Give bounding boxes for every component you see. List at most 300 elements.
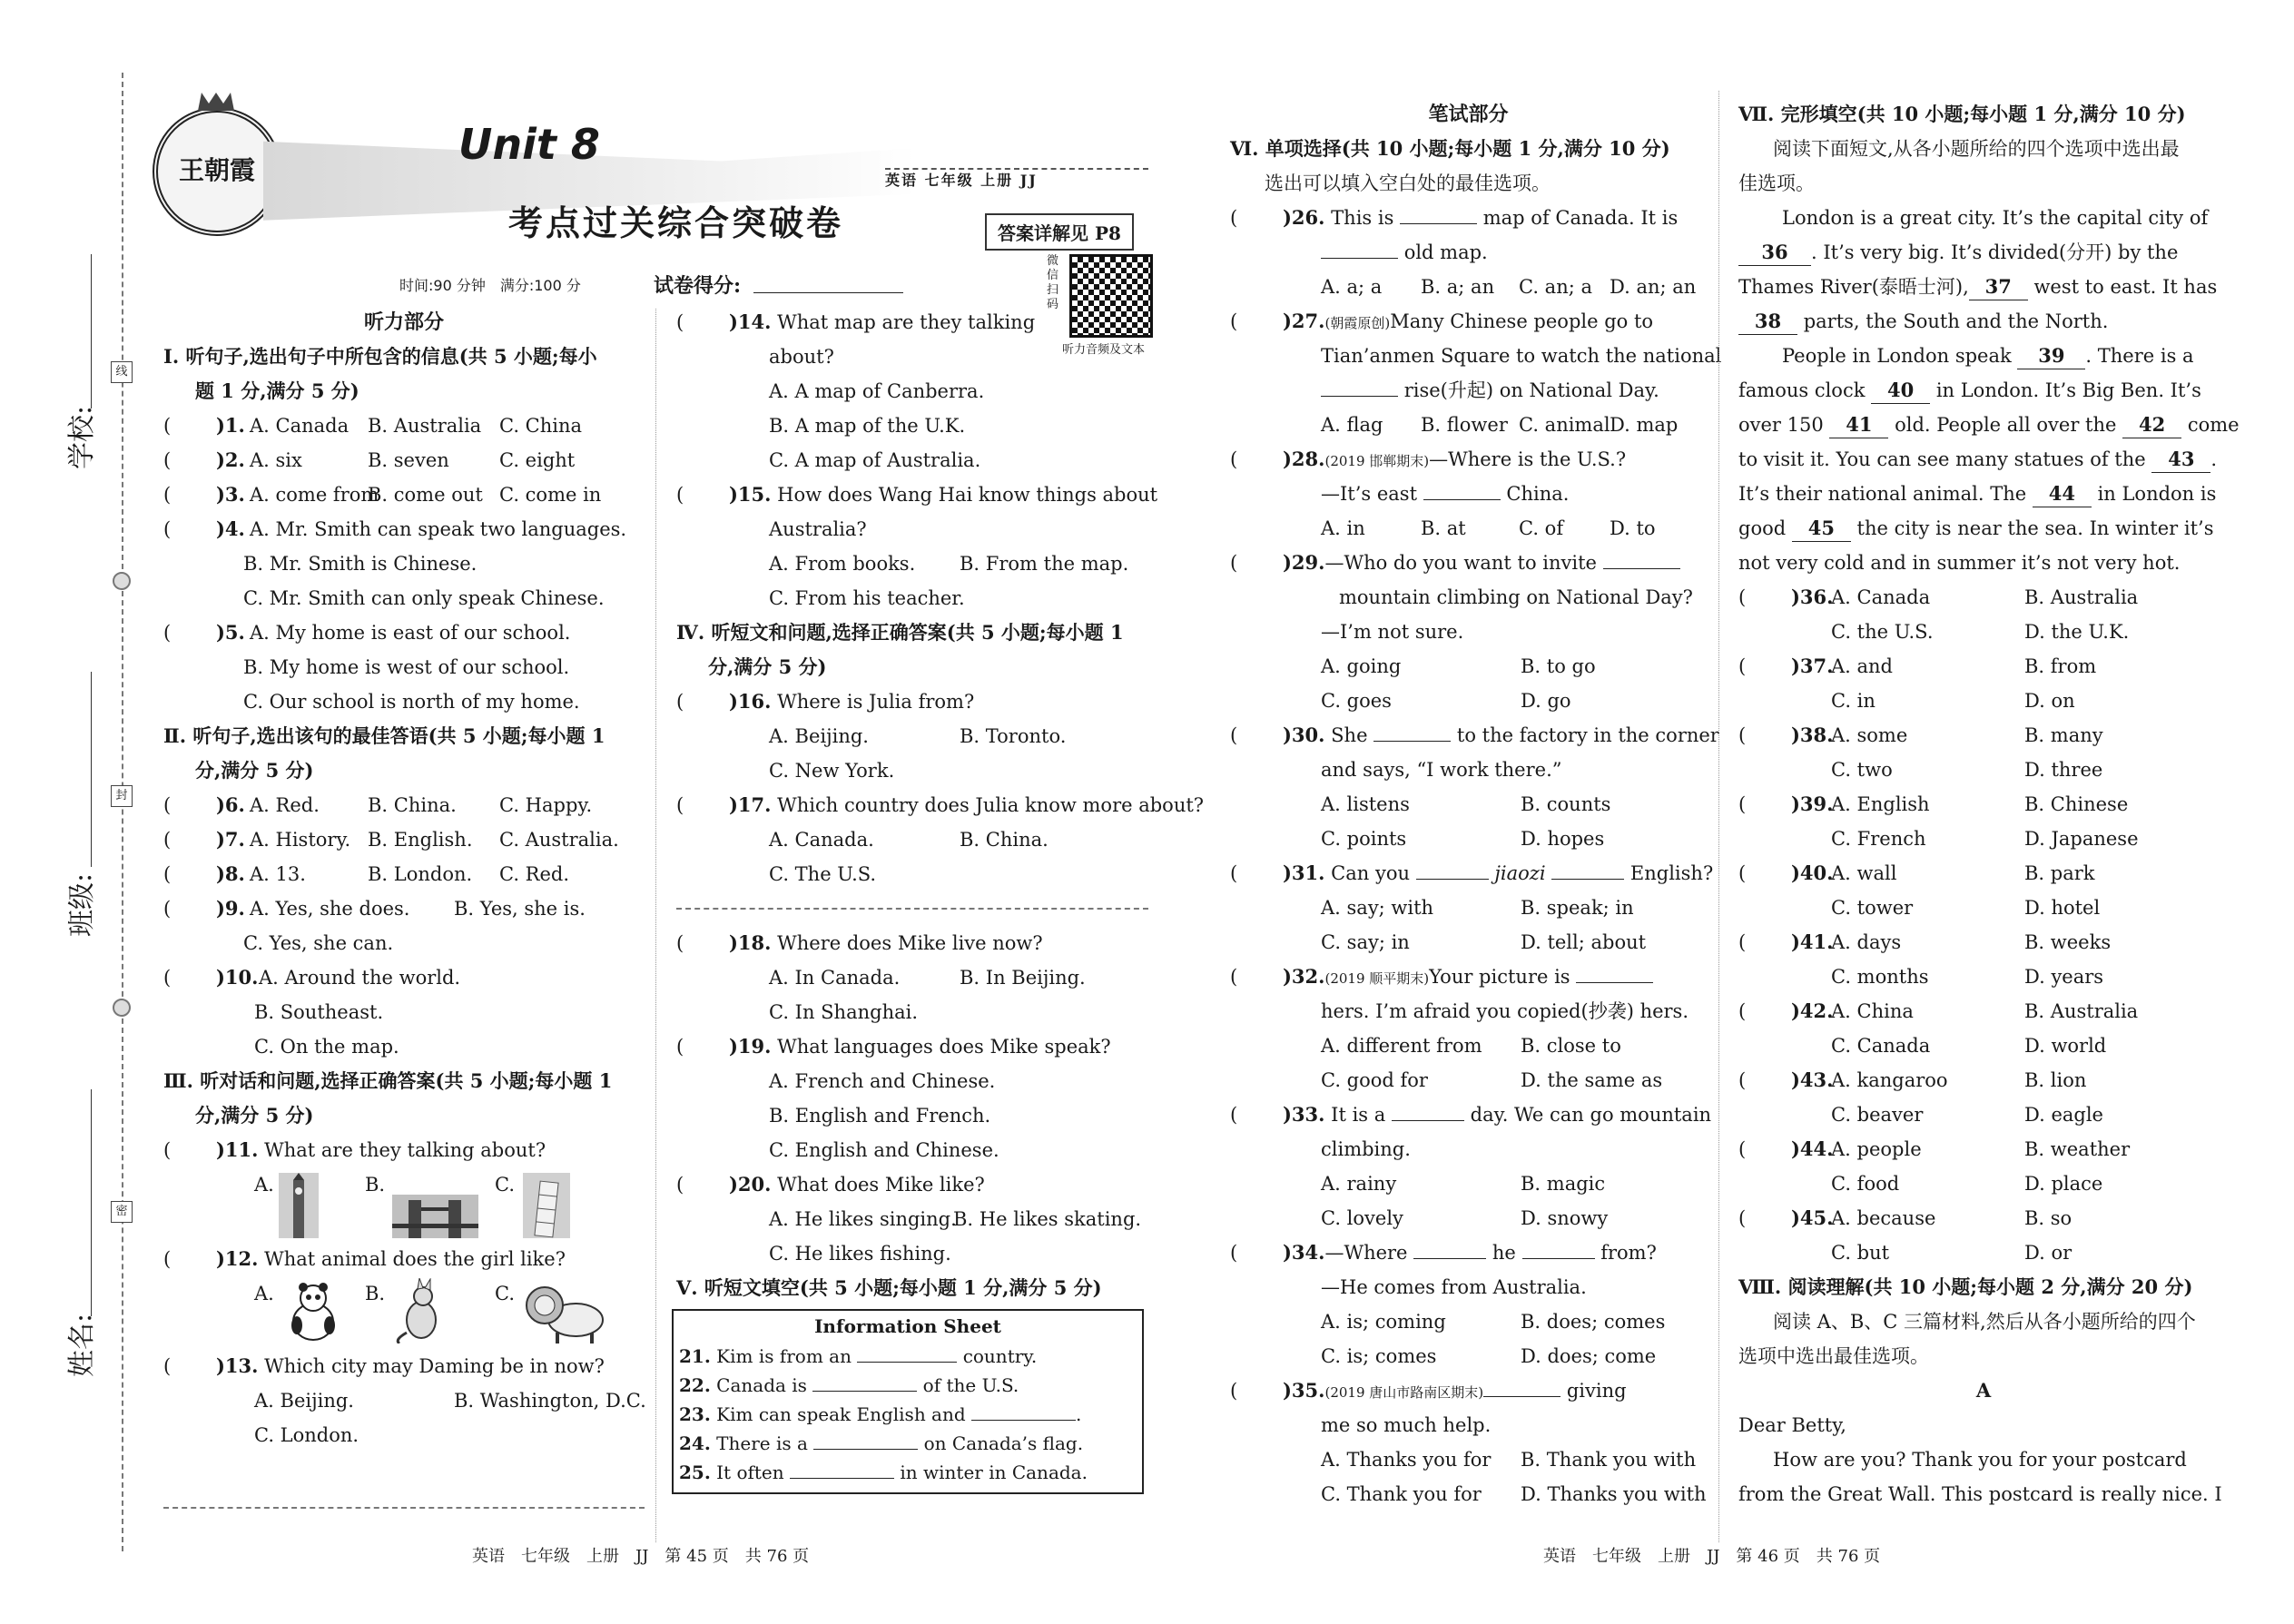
q35-option-d[interactable]: D. Thanks you with — [1521, 1483, 1707, 1505]
info-row-25: 25. It often in winter in Canada. — [679, 1462, 1088, 1483]
q32-blank[interactable] — [1576, 982, 1653, 983]
q40-option-d[interactable]: D. hotel — [2024, 897, 2101, 919]
column-divider — [1718, 91, 1719, 1542]
question-16: ( )16. Where is Julia from? — [676, 690, 975, 713]
cloze-blank-36[interactable]: 36 — [1738, 240, 1811, 266]
q33-option-b[interactable]: B. magic — [1521, 1173, 1606, 1195]
q41-option-d[interactable]: D. years — [2024, 966, 2104, 988]
question-35: ( )35.(2019 唐山市路南区期末) giving — [1230, 1379, 1627, 1402]
q16-text: Where is Julia from? — [777, 691, 975, 713]
q19-option-b[interactable]: B. English and French. — [769, 1105, 991, 1127]
q34-blank-1[interactable] — [1413, 1258, 1486, 1259]
q20-text: What does Mike like? — [777, 1174, 985, 1196]
q26-blank-1[interactable] — [1400, 223, 1477, 224]
q1-option-a[interactable]: A. Canada — [250, 415, 350, 437]
q28-option-b[interactable]: B. at — [1421, 517, 1466, 539]
q39-option-b[interactable]: B. Chinese — [2024, 793, 2129, 815]
question-38: ( )38. A. some B. many — [1738, 718, 2229, 753]
blank-25[interactable] — [790, 1478, 894, 1479]
question-3: ( )3. A. come from B. come out C. come in — [163, 477, 645, 512]
question-19: ( )19. What languages does Mike speak? — [676, 1035, 1111, 1058]
q40-option-b[interactable]: B. park — [2024, 862, 2095, 884]
q1-option-c[interactable]: C. China — [499, 415, 583, 437]
q44-option-a[interactable]: A. people — [1831, 1138, 1922, 1160]
q3-number: )3. — [216, 483, 245, 506]
q26-number: )26. — [1283, 206, 1325, 229]
q10-option-c[interactable]: C. On the map. — [254, 1036, 399, 1058]
section-2-heading-cont: 分,满分 5 分) — [195, 759, 314, 782]
question-20: ( )20. What does Mike like? — [676, 1173, 985, 1196]
leaning-tower-photo-icon[interactable] — [523, 1173, 570, 1238]
q1-number: )1. — [216, 414, 245, 437]
blank-22[interactable] — [812, 1391, 917, 1392]
q17-number: )17. — [729, 793, 772, 816]
section-1-heading-cont: 题 1 分,满分 5 分) — [195, 379, 359, 402]
passage-a-line: How are you? Thank you for your postcard — [1773, 1449, 2187, 1471]
q11-text: What are they talking about? — [264, 1139, 546, 1161]
info-row-23: 23. Kim can speak English and . — [679, 1403, 1082, 1425]
q6-option-b[interactable]: B. China. — [368, 794, 457, 816]
q4-option-a[interactable]: A. Mr. Smith can speak two languages. — [250, 518, 627, 540]
q26-option-b[interactable]: B. a; an — [1421, 276, 1495, 298]
logo-seal — [153, 107, 281, 236]
q26-option-a[interactable]: A. a; a — [1321, 276, 1383, 298]
q33-option-d[interactable]: D. snowy — [1521, 1207, 1609, 1229]
q36-option-a[interactable]: A. Canada — [1831, 586, 1931, 608]
page-footer-right: 英语 七年级 上册 JJ 第 46 页 共 76 页 — [1543, 1547, 1881, 1566]
q15-option-b[interactable]: B. From the map. — [960, 553, 1129, 575]
cloze-blank-41[interactable]: 41 — [1829, 412, 1888, 438]
q8-option-c[interactable]: C. Red. — [499, 863, 570, 885]
q39-number: )39. — [1791, 792, 1834, 815]
qr-side-caption: 微信扫码 — [1047, 254, 1059, 311]
q7-option-c[interactable]: C. Australia. — [499, 829, 619, 851]
q36-option-b[interactable]: B. Australia — [2024, 586, 2139, 608]
q29-option-a[interactable]: A. going — [1321, 655, 1402, 677]
q3-option-c[interactable]: C. come in — [499, 484, 602, 506]
q5-number: )5. — [216, 621, 245, 644]
q29-option-b[interactable]: B. to go — [1521, 655, 1596, 677]
q43-option-b[interactable]: B. lion — [2024, 1069, 2087, 1091]
q30-blank[interactable] — [1373, 741, 1451, 742]
q41-option-c[interactable]: C. months — [1831, 966, 1929, 988]
q34-option-c[interactable]: C. is; comes — [1321, 1345, 1437, 1367]
q8-option-b[interactable]: B. London. — [368, 863, 473, 885]
question-45: ( )45. A. because B. so — [1738, 1201, 2229, 1235]
q26-options — [1230, 270, 1707, 304]
q26-option-d[interactable]: D. an; an — [1610, 276, 1697, 298]
q5-option-c[interactable]: C. Our school is north of my home. — [243, 691, 580, 713]
score-label: 试卷得分: — [654, 274, 742, 298]
q20-option-c[interactable]: C. He likes fishing. — [769, 1243, 951, 1265]
question-5: ( )5. A. My home is east of our school. — [163, 615, 645, 650]
q31-option-c[interactable]: C. say; in — [1321, 931, 1410, 953]
q8-option-a[interactable]: A. 13. — [250, 863, 306, 885]
question-33: ( )33. It is a day. We can go mountain — [1230, 1103, 1712, 1126]
q20-option-a[interactable]: A. He likes singing. — [769, 1208, 957, 1230]
q15-option-a[interactable]: A. From books. — [769, 553, 916, 575]
cloze-line: not very cold and in summer it’s not very hot. — [1738, 552, 2181, 574]
listening-column-1 — [163, 305, 645, 1452]
q15-number: )15. — [729, 483, 772, 506]
q42-option-a[interactable]: A. China — [1831, 1000, 1914, 1022]
q27-option-a[interactable]: A. flag — [1321, 414, 1383, 436]
q45-option-a[interactable]: A. because — [1831, 1207, 1936, 1229]
section-8-heading: Ⅷ. 阅读理解(共 10 小题;每小题 2 分,满分 20 分) — [1738, 1275, 2193, 1298]
cloze-blank-42[interactable]: 42 — [2122, 412, 2181, 438]
question-31: ( )31. Can you jiaozi English? — [1230, 861, 1714, 884]
name-field[interactable] — [91, 1089, 92, 1316]
q9-option-c[interactable]: C. Yes, she can. — [243, 932, 394, 954]
q30-option-a[interactable]: A. listens — [1321, 793, 1410, 815]
q43-option-a[interactable]: A. kangaroo — [1831, 1069, 1948, 1091]
q36-option-c[interactable]: C. the U.S. — [1831, 621, 1934, 643]
question-9: ( )9. A. Yes, she does. B. Yes, she is. — [163, 891, 645, 926]
crown-icon — [198, 93, 234, 111]
unit-title: Unit 8 — [458, 120, 600, 169]
binding-hole-icon — [113, 999, 131, 1017]
question-7: ( )7. A. History. B. English. C. Australia. — [163, 822, 645, 857]
question-12: ( )12. What animal does the girl like? — [163, 1247, 566, 1270]
q35-option-a[interactable]: A. Thanks you for — [1321, 1449, 1492, 1471]
q28-option-a[interactable]: A. in — [1321, 517, 1365, 539]
column-end-divider — [163, 1507, 645, 1509]
section-5-heading: Ⅴ. 听短文填空(共 5 小题;每小题 1 分,满分 5 分) — [676, 1276, 1102, 1299]
logo-text: 王朝霞 — [178, 155, 255, 185]
q16-option-c[interactable]: C. New York. — [769, 760, 895, 782]
cloze-blank-44[interactable]: 44 — [2033, 481, 2092, 507]
q2-option-b[interactable]: B. seven — [368, 449, 449, 471]
q33-blank[interactable] — [1392, 1120, 1464, 1121]
q40-option-c[interactable]: C. tower — [1831, 897, 1914, 919]
q12-option-a[interactable]: A. — [254, 1283, 274, 1304]
q12-text: What animal does the girl like? — [264, 1248, 566, 1270]
q35-source: (2019 唐山市路南区期末) — [1324, 1384, 1484, 1401]
q3-option-a[interactable]: A. come from — [250, 484, 379, 506]
question-37: ( )37. A. and B. from — [1738, 649, 2229, 684]
q16-option-a[interactable]: A. Beijing. — [769, 725, 869, 747]
q42-option-c[interactable]: C. Canada — [1831, 1035, 1931, 1057]
question-44: ( )44. A. people B. weather — [1738, 1132, 2229, 1166]
q31-option-a[interactable]: A. say; with — [1321, 897, 1434, 919]
lion-icon[interactable] — [519, 1276, 610, 1345]
q31-blank-2[interactable] — [1551, 879, 1624, 880]
q2-option-c[interactable]: C. eight — [499, 449, 576, 471]
listening-column-2 — [676, 305, 1205, 1305]
q14-option-c[interactable]: C. A map of Australia. — [769, 449, 981, 471]
q32-number: )32. — [1283, 965, 1325, 988]
written-column-1: 笔试部分 Ⅵ. 单项选择(共 10 小题;每小题 1 分,满分 10 分) 选出可以填入空白处的最佳选项。 ( )26. This is map of Canada. It is old map. A. a; a B. a; an C. an; a D. an; an ( )27.(朝霞原创)Many Chinese people go to Tian’anmen Square to watch the national rise(升起) on National Day. A. flag B. flower C. animal D. map ( )28.(2019 邯郸期末)—Where is the U.S.? —It’s east China. A. in B. at C. of D. to ( )29.—Who do you want to invite mountain climbing on National Day? —I’m not sure. A. going B. to go C. goes D. go ( )30. She to the factory in the corner and says, “I work there.” A. listens B. counts C. points D. hopes ( )31. Can you jiaozi English? A. say; with B. speak; in C. say; in D. tell; about ( )32.(2019 顺平期末)Your picture is hers. I’m afraid you copied(抄袭) hers. A. different from B. close to C. good for D. the same as ( )33. It is a day. We can go mountain climbing. A. rainy B. magic C. lovely D. snowy ( )34.—Where he from? —He comes from Australia. A. is; coming B. does; comes C. is; comes D. does; come ( )35.(2019 唐山市路南区期末) giving me so much help. A. Thanks you for B. Thank you with C. Thank you for D. Thanks you with — [1230, 97, 1707, 1511]
q43-option-d[interactable]: D. eagle — [2024, 1104, 2103, 1126]
q14-text: What map are they talking — [777, 311, 1036, 333]
q38-option-b[interactable]: B. many — [2024, 724, 2103, 746]
q14-option-b[interactable]: B. A map of the U.K. — [769, 415, 966, 437]
q38-number: )38. — [1791, 723, 1834, 746]
q41-number: )41. — [1791, 930, 1834, 953]
section-4-heading-cont: 分,满分 5 分) — [708, 655, 827, 678]
tower-bridge-photo-icon[interactable] — [392, 1195, 478, 1238]
q2-option-a[interactable]: A. six — [250, 449, 302, 471]
question-34: ( )34.—Where he from? — [1230, 1241, 1657, 1264]
school-field[interactable] — [91, 254, 92, 408]
q27-option-c[interactable]: C. animal — [1519, 414, 1610, 436]
question-14: ( )14. What map are they talking — [676, 310, 1036, 333]
q41-option-a[interactable]: A. days — [1831, 931, 1902, 953]
q2-number: )2. — [216, 448, 245, 471]
q26-blank-2[interactable] — [1321, 258, 1398, 259]
section-8-instructions: 阅读 A、B、C 三篇材料,然后从各小题所给的四个 — [1773, 1311, 2196, 1333]
q27-option-d[interactable]: D. map — [1610, 414, 1679, 436]
q28-source: (2019 邯郸期末) — [1324, 453, 1430, 469]
q11-option-b[interactable]: B. — [365, 1174, 386, 1196]
question-27: ( )27.(朝霞原创)Many Chinese people go to — [1230, 310, 1654, 332]
info-row-22: 22. Canada is of the U.S. — [679, 1374, 1019, 1396]
clock-tower-photo-icon[interactable] — [279, 1173, 319, 1238]
q10-option-a[interactable]: A. Around the world. — [259, 967, 461, 989]
q18-text: Where does Mike live now? — [777, 932, 1043, 954]
q16-option-b[interactable]: B. Toronto. — [960, 725, 1067, 747]
cloze-blank-45[interactable]: 45 — [1792, 516, 1851, 542]
q34-option-b[interactable]: B. does; comes — [1521, 1311, 1666, 1333]
q32-option-a[interactable]: A. different from — [1321, 1035, 1482, 1057]
cloze-line: London is a great city. It’s the capital city of — [1782, 207, 2209, 229]
cloze-blank-37[interactable]: 37 — [1969, 274, 2028, 300]
q7-option-b[interactable]: B. English. — [368, 829, 473, 851]
q9-option-a[interactable]: A. Yes, she does. — [250, 898, 410, 920]
q6-number: )6. — [216, 793, 245, 816]
q44-number: )44. — [1791, 1137, 1834, 1160]
q19-text: What languages does Mike speak? — [777, 1036, 1111, 1058]
q31-blank-1[interactable] — [1416, 879, 1489, 880]
section-3-heading: Ⅲ. 听对话和问题,选择正确答案(共 5 小题;每小题 1 — [163, 1069, 613, 1092]
q14-number: )14. — [729, 310, 772, 333]
blank-24[interactable] — [813, 1449, 918, 1450]
q15-text: How does Wang Hai know things about — [777, 484, 1158, 506]
q27-number: )27. — [1283, 310, 1325, 332]
q14-option-a[interactable]: A. A map of Canberra. — [769, 380, 985, 402]
q18-option-c[interactable]: C. In Shanghai. — [769, 1001, 919, 1023]
q33-option-c[interactable]: C. lovely — [1321, 1207, 1403, 1229]
q19-number: )19. — [729, 1035, 772, 1058]
question-32: ( )32.(2019 顺平期末)Your picture is — [1230, 960, 1707, 994]
q19-option-c[interactable]: C. English and Chinese. — [769, 1139, 999, 1161]
section-3-heading-cont: 分,满分 5 分) — [195, 1104, 314, 1127]
q10-option-b[interactable]: B. Southeast. — [254, 1001, 384, 1023]
question-4: ( )4. A. Mr. Smith can speak two languages. — [163, 512, 645, 546]
q31-option-d[interactable]: D. tell; about — [1521, 931, 1647, 953]
q42-option-b[interactable]: B. Australia — [2024, 1000, 2139, 1022]
q13-option-b[interactable]: B. Washington, D.C. — [454, 1390, 646, 1412]
name-label: 姓名: — [66, 1313, 98, 1377]
question-41: ( )41. A. days B. weeks — [1738, 925, 2229, 960]
cut-mark-mi: 密 — [111, 1201, 133, 1223]
information-sheet — [672, 1309, 1144, 1494]
section-8-instructions-cont: 选项中选出最佳选项。 — [1738, 1345, 1929, 1367]
q17-option-a[interactable]: A. Canada. — [769, 829, 874, 851]
q45-option-b[interactable]: B. so — [2024, 1207, 2072, 1229]
q4-option-c[interactable]: C. Mr. Smith can only speak Chinese. — [243, 587, 605, 609]
q35-number: )35. — [1283, 1379, 1325, 1402]
q37-option-c[interactable]: C. in — [1831, 690, 1876, 712]
q39-option-c[interactable]: C. French — [1831, 828, 1926, 850]
info-sheet-title: Information Sheet — [814, 1315, 1001, 1337]
q29-blank[interactable] — [1603, 568, 1680, 569]
q35-blank[interactable] — [1483, 1396, 1561, 1397]
kangaroo-icon[interactable] — [390, 1278, 454, 1343]
section-2-heading: Ⅱ. 听句子,选出该句的最佳答语(共 5 小题;每小题 1 — [163, 724, 605, 747]
q4-option-b[interactable]: B. Mr. Smith is Chinese. — [243, 553, 478, 575]
q36-option-d[interactable]: D. the U.K. — [2024, 621, 2130, 643]
section-1-heading: Ⅰ. 听句子,选出句子中所包含的信息(共 5 小题;每小 — [163, 345, 597, 368]
q44-option-d[interactable]: D. place — [2024, 1173, 2103, 1195]
passage-divider — [676, 908, 1148, 910]
q38-option-c[interactable]: C. two — [1831, 759, 1893, 781]
q30-number: )30. — [1283, 723, 1325, 746]
q41-option-b[interactable]: B. weeks — [2024, 931, 2112, 953]
section-6-heading: Ⅵ. 单项选择(共 10 小题;每小题 1 分,满分 10 分) — [1230, 137, 1670, 160]
question-40: ( )40. A. wall B. park — [1738, 856, 2229, 891]
q32-source: (2019 顺平期末) — [1324, 970, 1430, 987]
q36-number: )36. — [1791, 586, 1834, 608]
q5-option-a[interactable]: A. My home is east of our school. — [250, 622, 571, 644]
q32-option-d[interactable]: D. the same as — [1521, 1069, 1663, 1091]
q15-option-c[interactable]: C. From his teacher. — [769, 587, 965, 609]
q13-option-a[interactable]: A. Beijing. — [254, 1390, 354, 1412]
blank-23[interactable] — [971, 1420, 1076, 1421]
question-26: ( )26. This is map of Canada. It is — [1230, 206, 1679, 229]
q35-option-c[interactable]: C. Thank you for — [1321, 1483, 1482, 1505]
q45-number: )45. — [1791, 1206, 1834, 1229]
q39-option-a[interactable]: A. English — [1831, 793, 1930, 815]
q11-option-a[interactable]: A. — [254, 1174, 274, 1196]
passage-a-label: A — [1975, 1379, 1992, 1402]
passage-a-greeting: Dear Betty, — [1738, 1414, 1846, 1436]
q11-option-c[interactable]: C. — [495, 1174, 515, 1196]
q17-option-c[interactable]: C. The U.S. — [769, 863, 877, 885]
q18-option-a[interactable]: A. In Canada. — [769, 967, 901, 989]
q45-option-c[interactable]: C. but — [1831, 1242, 1890, 1264]
q34-number: )34. — [1283, 1241, 1325, 1264]
q37-option-a[interactable]: A. and — [1831, 655, 1894, 677]
question-8: ( )8. A. 13. B. London. C. Red. — [163, 857, 645, 891]
q29-option-c[interactable]: C. goes — [1321, 690, 1392, 712]
q44-option-b[interactable]: B. weather — [2024, 1138, 2131, 1160]
answer-reference: 答案详解见 P8 — [985, 213, 1134, 251]
q7-number: )7. — [216, 828, 245, 851]
q28-option-c[interactable]: C. of — [1519, 517, 1564, 539]
q32-option-b[interactable]: B. close to — [1521, 1035, 1621, 1057]
q31-number: )31. — [1283, 861, 1325, 884]
question-39: ( )39. A. English B. Chinese — [1738, 787, 2229, 822]
question-36: ( )36. A. Canada B. Australia — [1738, 580, 2229, 615]
class-field[interactable] — [91, 672, 92, 867]
q8-number: )8. — [216, 862, 245, 885]
q38-option-a[interactable]: A. some — [1831, 724, 1908, 746]
q43-number: )43. — [1791, 1068, 1834, 1091]
panda-icon[interactable] — [277, 1278, 350, 1343]
cloze-blank-43[interactable]: 43 — [2151, 447, 2210, 473]
q29-number: )29. — [1283, 551, 1325, 574]
q16-number: )16. — [729, 690, 772, 713]
q34-option-a[interactable]: A. is; coming — [1321, 1311, 1446, 1333]
question-30: ( )30. She to the factory in the corner — [1230, 723, 1719, 746]
q7-option-a[interactable]: A. History. — [250, 829, 351, 851]
q37-option-d[interactable]: D. on — [2024, 690, 2075, 712]
q17-option-b[interactable]: B. China. — [960, 829, 1049, 851]
score-field[interactable] — [753, 292, 903, 293]
q18-number: )18. — [729, 931, 772, 954]
q43-option-c[interactable]: C. beaver — [1831, 1104, 1924, 1126]
blank-21[interactable] — [857, 1362, 957, 1363]
q3-option-b[interactable]: B. come out — [368, 484, 483, 506]
q33-option-a[interactable]: A. rainy — [1321, 1173, 1397, 1195]
q6-option-a[interactable]: A. Red. — [250, 794, 320, 816]
q27-blank[interactable] — [1321, 396, 1398, 397]
cut-mark-xian: 线 — [111, 361, 133, 383]
q10-number: )10. — [216, 966, 259, 989]
listening-title: 听力部分 — [363, 310, 444, 334]
q34-blank-2[interactable] — [1522, 1258, 1595, 1259]
q30-option-d[interactable]: D. hopes — [1521, 828, 1605, 850]
cloze-blank-40[interactable]: 40 — [1871, 378, 1930, 404]
cloze-blank-39[interactable]: 39 — [2017, 343, 2085, 369]
q33-number: )33. — [1283, 1103, 1325, 1126]
q30-option-c[interactable]: C. points — [1321, 828, 1407, 850]
question-10: ( )10. A. Around the world. — [163, 960, 645, 995]
q6-option-c[interactable]: C. Happy. — [499, 794, 593, 816]
written-title: 笔试部分 — [1428, 103, 1509, 126]
q18-option-b[interactable]: B. In Beijing. — [960, 967, 1086, 989]
q28-option-d[interactable]: D. to — [1610, 517, 1656, 539]
q5-option-b[interactable]: B. My home is west of our school. — [243, 656, 570, 678]
q40-number: )40. — [1791, 861, 1834, 884]
q13-option-c[interactable]: C. London. — [254, 1424, 359, 1446]
q12-option-b[interactable]: B. — [365, 1283, 386, 1304]
qr-bottom-caption: 听力音频及文本 — [1062, 343, 1146, 357]
q19-option-a[interactable]: A. French and Chinese. — [769, 1070, 996, 1092]
q38-option-d[interactable]: D. three — [2024, 759, 2103, 781]
q45-option-d[interactable]: D. or — [2024, 1242, 2072, 1264]
q39-option-d[interactable]: D. Japanese — [2024, 828, 2139, 850]
q30-option-b[interactable]: B. counts — [1521, 793, 1611, 815]
q1-option-b[interactable]: B. Australia — [368, 415, 482, 437]
q35-option-b[interactable]: B. Thank you with — [1521, 1449, 1697, 1471]
q32-option-c[interactable]: C. good for — [1321, 1069, 1428, 1091]
q40-option-a[interactable]: A. wall — [1831, 862, 1897, 884]
q37-option-b[interactable]: B. from — [2024, 655, 2097, 677]
q15-text-cont: Australia? — [769, 518, 867, 540]
q12-option-c[interactable]: C. — [495, 1283, 515, 1304]
question-13: ( )13. Which city may Daming be in now? — [163, 1354, 605, 1377]
q20-option-b[interactable]: B. He likes skating. — [953, 1208, 1142, 1230]
q28-blank[interactable] — [1423, 499, 1501, 500]
cloze-blank-38[interactable]: 38 — [1738, 309, 1797, 335]
q44-option-c[interactable]: C. food — [1831, 1173, 1900, 1195]
question-2: ( )2. A. six B. seven C. eight — [163, 443, 645, 477]
q42-option-d[interactable]: D. world — [2024, 1035, 2107, 1057]
school-label: 学校: — [66, 405, 98, 469]
q31-option-b[interactable]: B. speak; in — [1521, 897, 1634, 919]
question-43: ( )43. A. kangaroo B. lion — [1738, 1063, 2229, 1097]
written-column-2: Ⅶ. 完形填空(共 10 小题;每小题 1 分,满分 10 分) 阅读下面短文,从各小题所给的四个选项中选出最 佳选项。 London is a great city. It’s the capital city of 36 . It’s very big. It’s divided(分开) by the Thames River(泰晤士河), 37 west to east. It has 38 parts, the South and the North. People in London speak 39 . There is a famous clock 40 in London. It’s Big Ben. It’s over 150 41 old. People all over the 42 come to visit it. You can see many statues of the 43 . It’s their national animal. The 44 in London is good 45 the city is near the sea. In winter it’s not very cold and in summer it’s not very hot. ( )36. A. Canada B. Australia C. the U.S. D. the U.K. ( )37. A. and B. from C. in D. on ( )38. A. some B. many C. two D. three ( )39. A. English B. Chinese C. French D. Japanese ( )40. A. wall B. park C. tower D. hotel ( )41. A. days B. weeks C. months D. years ( )42. A. China B. Australia C. Canada D. world ( )43. A. kangaroo B. lion C. beaver D. eagle ( )44. A. people B. weather C. food D. place ( )45. A. because B. so C. but D. or Ⅷ. 阅读理解(共 10 小题;每小题 2 分,满分 20 分) 阅读 A、B、C 三篇材料,然后从各小题所给的四个 选项中选出最佳选项。 A Dear Betty, How are you? Thank you for your postcard from the Great Wall. This postcard is really nice. I — [1738, 97, 2229, 1511]
q27-option-b[interactable]: B. flower — [1421, 414, 1508, 436]
column-divider — [655, 309, 656, 1542]
q29-option-d[interactable]: D. go — [1521, 690, 1571, 712]
q11-number: )11. — [216, 1138, 259, 1161]
q9-option-b[interactable]: B. Yes, she is. — [454, 898, 586, 920]
q26-option-c[interactable]: C. an; a — [1519, 276, 1592, 298]
q34-option-d[interactable]: D. does; come — [1521, 1345, 1657, 1367]
